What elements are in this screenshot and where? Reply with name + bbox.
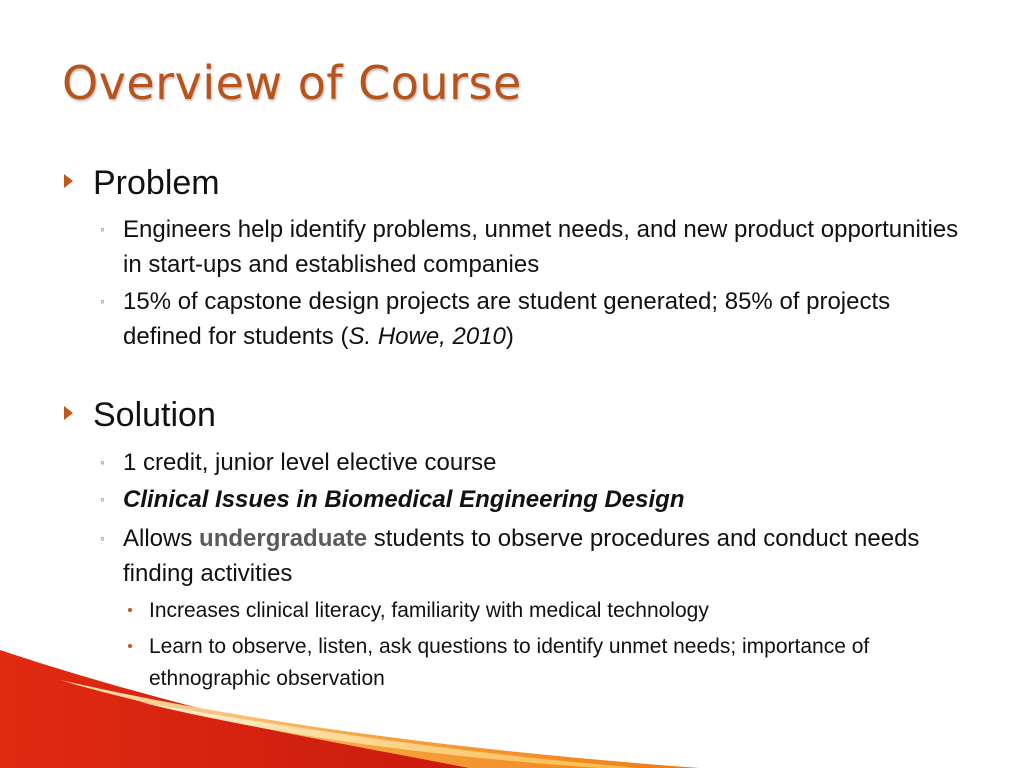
dot-bullet-icon — [128, 608, 132, 612]
decorative-swoosh — [0, 640, 1024, 768]
solution-item-3: ◦ Allows undergraduate students to observe procedures and conduct needs finding activities — [100, 521, 960, 591]
ring-bullet-icon: ◦ — [100, 454, 105, 470]
slide-title: Overview of Course — [62, 56, 522, 110]
solution-item-2 — [100, 482, 960, 517]
problem-item-2: ◦ 15% of capstone design projects are student generated; 85% of projects defined for students (S. Howe, 2010) — [100, 284, 960, 354]
triangle-right-icon — [64, 174, 73, 188]
ring-bullet-icon: ◦ — [100, 530, 105, 546]
bullet-solution — [64, 396, 216, 435]
highlight-undergraduate: undergraduate — [199, 525, 368, 552]
solution-item-1: ◦ 1 credit, junior level elective course — [100, 445, 960, 480]
ring-bullet-icon: ◦ — [100, 293, 105, 309]
citation: S. Howe, 2010 — [348, 323, 506, 350]
problem-item-1: ◦ Engineers help identify problems, unmet needs, and new product opportunities in start-ups and established companies — [100, 212, 960, 282]
solution-subitem-1: Increases clinical literacy, familiarity with medical technology — [128, 595, 928, 627]
section-heading-problem: Problem — [93, 164, 220, 202]
ring-bullet-icon: ◦ — [100, 491, 105, 507]
ring-bullet-icon: ◦ — [100, 221, 105, 237]
bullet-problem — [64, 164, 220, 203]
course-name: Clinical Issues in Biomedical Engineering Design — [123, 486, 685, 513]
triangle-right-icon — [64, 406, 73, 420]
solution-subitem-2: Learn to observe, listen, ask questions to identify unmet needs; importance of ethnographic observation — [128, 631, 928, 695]
section-heading-solution: Solution — [93, 396, 216, 434]
